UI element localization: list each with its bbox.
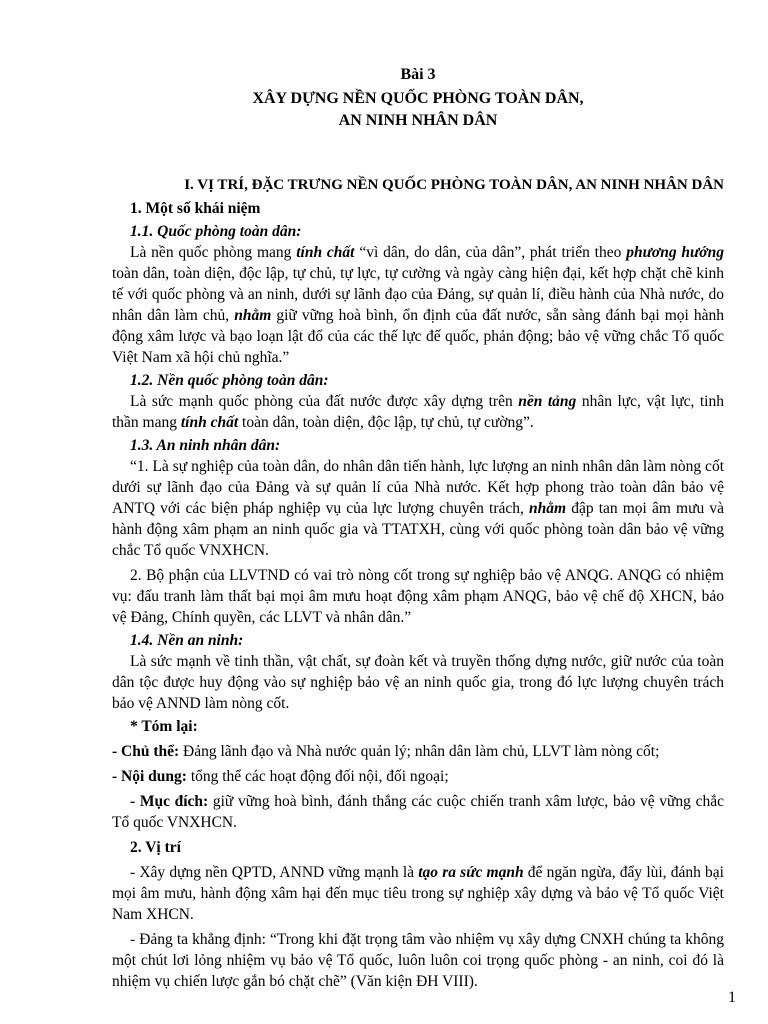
paragraph-1-3-b: 2. Bộ phận của LLVTND có vai trò nòng cốt trong sự nghiệp bảo vệ ANQG. ANQG có nhiệm vụ: đấu tranh làm thất bại mọi âm mưu hoạt động xâm phạm ANQG, bảo vệ chế độ XHCN, bảo vệ Đảng, Chính quyền, các LLVT và nhân dân.” (112, 567, 724, 626)
summary-subject: - Chủ thể: Đảng lãnh đạo và Nhà nước quản lý; nhân dân làm chủ, LLVT làm nòng cốt; (112, 743, 660, 760)
heading-1: 1. Một số khái niệm (130, 200, 261, 217)
page-number: 1 (728, 989, 736, 1006)
paragraph-1-2: Là sức mạnh quốc phòng của đất nước được xây dựng trên nền tảng nhân lực, vật lực, tinh thần mang tính chất toàn dân, toàn diện, độc lập, tự chủ, tự cường”. (112, 393, 724, 431)
document-page (112, 64, 724, 992)
heading-1-2: 1.2. Nền quốc phòng toàn dân: (130, 372, 329, 389)
heading-1-3: 1.3. An ninh nhân dân: (130, 437, 281, 454)
lesson-number: Bài 3 (400, 66, 436, 83)
paragraph-2-a: - Xây dựng nền QPTD, ANND vững mạnh là tạo ra sức mạnh để ngăn ngừa, đẩy lùi, đánh bại mọi âm mưu, hành động xâm hại đến mục tiêu trong sự nghiệp xây dựng và bảo vệ Tổ quốc Việt Nam XHCN. (112, 864, 724, 923)
lesson-title-line-2: AN NINH NHÂN DÂN (338, 112, 498, 129)
heading-1-4: 1.4. Nền an ninh: (130, 632, 244, 649)
summary-heading: * Tóm lại: (130, 718, 198, 735)
section-heading: I. VỊ TRÍ, ĐẶC TRƯNG NỀN QUỐC PHÒNG TOÀN DÂN, AN NINH NHÂN DÂN (184, 177, 724, 193)
summary-purpose: - Mục đích: giữ vững hoà bình, đánh thắng các cuộc chiến tranh xâm lược, bảo vệ vững chắc Tổ quốc VNXHCN. (112, 793, 724, 831)
paragraph-2-b: - Đảng ta khẳng định: “Trong khi đặt trọng tâm vào nhiệm vụ xây dựng CNXH chúng ta không một chút lơi lỏng nhiệm vụ bảo vệ Tổ quốc, luôn luôn coi trọng quốc phòng - an ninh, coi đó là nhiệm vụ chiến lược gắn bó chặt chẽ” (Văn kiện ĐH VIII). (112, 931, 724, 990)
summary-content: - Nội dung: tổng thể các hoạt động đối nội, đối ngoại; (112, 768, 449, 785)
paragraph-1-1: Là nền quốc phòng mang tính chất “vì dân, do dân, của dân”, phát triển theo phương hướng toàn dân, toàn diện, độc lập, tự chủ, tự lực, tự cường và ngày càng hiện đại, kết hợp chặt chẽ kinh tế với quốc phòng và an ninh, dưới sự lãnh đạo của Đảng, sự quản lí, điều hành của Nhà nước, do nhân dân làm chủ, nhằm giữ vững hoà bình, ổn định của đất nước, sẵn sàng đánh bại mọi hành động xâm lược và bạo loạn lật đổ của các thế lực đế quốc, phản động; bảo vệ vững chắc Tổ quốc Việt Nam xã hội chủ nghĩa.” (112, 244, 725, 366)
heading-1-1: 1.1. Quốc phòng toàn dân: (130, 223, 302, 240)
lesson-title-line-1: XÂY DỰNG NỀN QUỐC PHÒNG TOÀN DÂN, (252, 90, 584, 107)
paragraph-1-3-a: “1. Là sự nghiệp của toàn dân, do nhân dân tiến hành, lực lượng an ninh nhân dân làm nòng cốt dưới sự lãnh đạo của Đảng và sự quản lí của Nhà nước. Kết hợp phong trào toàn dân bảo vệ ANTQ với các biện pháp nghiệp vụ của lực lượng chuyên trách, nhằm đập tan mọi âm mưu và hành động xâm phạm an ninh quốc gia và TTATXH, cùng với quốc phòng toàn dân bảo vệ vững chắc Tổ quốc VNXHCN. (112, 458, 725, 559)
paragraph-1-4: Là sức mạnh về tinh thần, vật chất, sự đoàn kết và truyền thống dựng nước, giữ nước của toàn dân tộc được huy động vào sự nghiệp bảo vệ an ninh quốc gia, trong đó lực lượng chuyên trách bảo vệ ANND làm nòng cốt. (112, 653, 724, 712)
heading-2: 2. Vị trí (130, 839, 181, 856)
